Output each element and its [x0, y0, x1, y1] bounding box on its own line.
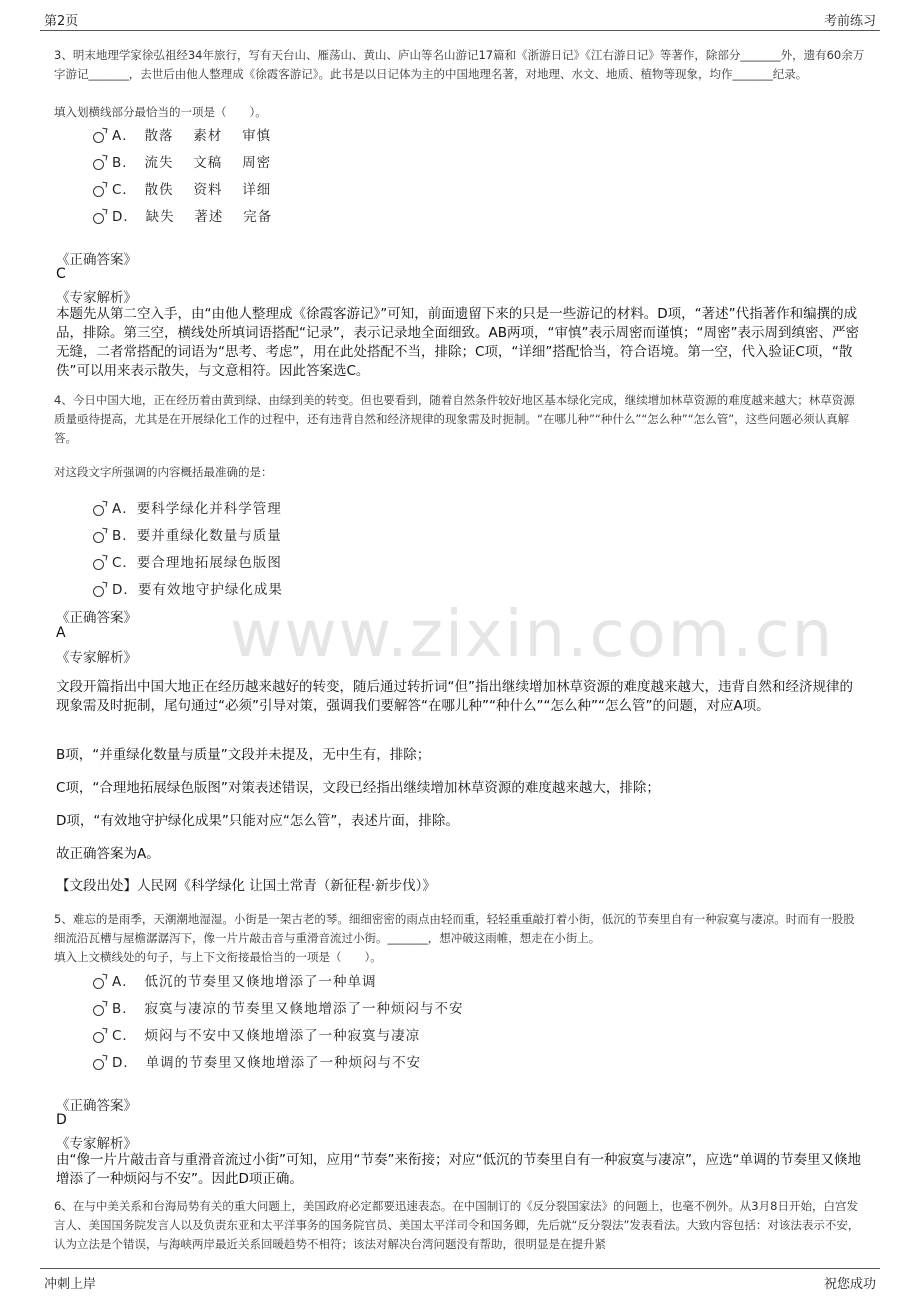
q4-option-a[interactable]: A．要科学绿化并科学管理 [93, 496, 282, 518]
q5-answer: D [56, 1112, 67, 1128]
header-title: 考前练习 [823, 14, 876, 29]
q3-option-c[interactable]: C． 散佚 资料 详细 [93, 177, 271, 199]
q4-correct-label: 《正确答案》 [56, 610, 137, 626]
question-3-stem: 3、明末地理学家徐弘祖经34年旅行，写有天台山、雁荡山、黄山、庐山等名山游记17篇和《浙游日记》《江右游日记》等著作，除部分_______外，遗有60余万字游记_______，去世后由他人整理成《徐霞客游记》。此书是以日记体为主的中国地理名著，对地理、水文、地质、植物等现象，均作_______纪录。 [54, 48, 865, 81]
q4-analysis-3: C项，“合理地拓展绿色版图”对策表述错误，文段已经指出继续增加林草资源的难度越来越大，排除； [56, 780, 660, 796]
footer-left: 冲刺上岸 [44, 1277, 97, 1292]
watermark: www.zixin.com.cn [230, 598, 835, 672]
q4-analysis-2: B项，“并重绿化数量与质量”文段并未提及，无中生有，排除； [56, 747, 431, 763]
q4-option-c[interactable]: C．要合理地拓展绿色版图 [93, 550, 282, 572]
question-6-stem: 6、在与中美关系和台海局势有关的重大问题上，美国政府必定都要迅速表态。在中国制订的《反分裂国家法》的问题上，也毫不例外。从3月8日开始，白宫发言人、美国国务院发言人以及负责东亚和太平洋事务的国务院官员、美国太平洋司令和国务卿，先后就“反分裂法”发表看法。大致内容包括：对该法表示不安，认为立法是个错误，与海峡两岸最近关系回暖趋势不相符；该法对解决台湾问题没有帮助，很明显是在提升紧 [54, 1199, 860, 1251]
q4-source: 【文段出处】人民网《科学绿化 让国土常青（新征程·新步伐）》 [56, 878, 436, 894]
q4-analysis-1: 文段开篇指出中国大地正在经历越来越好的转变，随后通过转折词“但”指出继续增加林草资源的难度越来越大，违背自然和经济规律的现象需及时扼制，尾句通过“必须”引导对策，强调我们要解答“在哪儿种”“种什么”“怎么种”“怎么管”的问题，对应A项。 [56, 679, 853, 714]
radio-icon[interactable] [93, 532, 104, 543]
q3-analysis: 本题先从第二空入手，由“由他人整理成《徐霞客游记》”可知，前面遗留下来的只是一些游记的材料。D项，“著述”代指著作和编撰的成品，排除。第三空，横线处所填词语搭配“记录”，表示记录地全面细致。AB两项，“审慎”表示周密而谨慎；“周密”表示周到缜密、严密无缝，二者常搭配的词语为“思考、考虑”，用在此处搭配不当，排除；C项，“详细”搭配恰当，符合语境。第一空，代入验证C项，“散佚”可以用来表示散失，与文意相符。因此答案选C。 [56, 306, 859, 379]
q5-option-d[interactable]: D． 单调的节奏里又倏地增添了一种烦闷与不安 [93, 1050, 421, 1072]
q5-option-b[interactable]: B． 寂寞与凄凉的节奏里又倏地增添了一种烦闷与不安 [93, 996, 464, 1018]
question-5-stem: 5、难忘的是雨季，天潮潮地湿湿。小街是一架古老的琴。细细密密的雨点由轻而重，轻轻重重敲打着小街，低沉的节奏里自有一种寂寞与凄凉。时而有一股股细流沿瓦槽与屋檐潺潺泻下，像一片片敲击音与重滑音流过小街。_______，想冲破这雨帷，想走在小街上。 [54, 912, 855, 945]
question-4-stem: 4、今日中国大地，正在经历着由黄到绿、由绿到美的转变。但也要看到，随着自然条件较好地区基本绿化完成，继续增加林草资源的难度越来越大；林草资源质量亟待提高，尤其是在开展绿化工作的过程中，还有违背自然和经济规律的现象需及时扼制。“在哪儿种”“种什么”“怎么种”“怎么管”，这些问题必须认真解答。 [54, 393, 855, 445]
radio-icon[interactable] [93, 186, 104, 197]
q5-option-a[interactable]: A． 低沉的节奏里又倏地增添了一种单调 [93, 969, 377, 991]
q3-option-b[interactable]: B． 流失 文稿 周密 [93, 150, 271, 172]
q5-analysis: 由“像一片片敲击音与重滑音流过小街”可知，应用“节奏”来衔接；对应“低沉的节奏里自有一种寂寞与凄凉”，应选“单调的节奏里又倏地增添了一种烦闷与不安”。因此D项正确。 [56, 1152, 861, 1187]
q4-option-d[interactable]: D．要有效地守护绿化成果 [93, 577, 283, 599]
q5-option-c[interactable]: C． 烦闷与不安中又倏地增添了一种寂寞与凄凉 [93, 1023, 420, 1045]
q4-analysis-5: 故正确答案为A。 [56, 846, 160, 862]
radio-icon[interactable] [93, 1005, 104, 1016]
radio-icon[interactable] [93, 132, 104, 143]
radio-icon[interactable] [93, 978, 104, 989]
radio-icon[interactable] [93, 505, 104, 516]
q3-option-d[interactable]: D． 缺失 著述 完备 [93, 204, 272, 226]
q3-expert-label: 《专家解析》 [56, 290, 137, 306]
q4-expert-label: 《专家解析》 [56, 650, 137, 666]
radio-icon[interactable] [93, 1059, 104, 1070]
radio-icon[interactable] [93, 159, 104, 170]
q3-option-a[interactable]: A． 散落 素材 审慎 [93, 123, 271, 145]
q4-option-b[interactable]: B．要并重绿化数量与质量 [93, 523, 282, 545]
q3-answer: C [56, 266, 66, 282]
q5-correct-label: 《正确答案》 [56, 1098, 137, 1114]
page-number: 第2页 [44, 14, 79, 29]
radio-icon[interactable] [93, 213, 104, 224]
question-4-prompt: 对这段文字所强调的内容概括最准确的是： [54, 465, 273, 479]
radio-icon[interactable] [93, 559, 104, 570]
q4-analysis-4: D项，“有效地守护绿化成果”只能对应“怎么管”，表述片面，排除。 [56, 813, 459, 829]
page-footer [40, 1268, 880, 1293]
question-5-prompt: 填入上文横线处的句子，与上下文衔接最恰当的一项是（ ）。 [54, 950, 382, 964]
footer-right: 祝您成功 [823, 1277, 876, 1292]
q5-expert-label: 《专家解析》 [56, 1136, 137, 1152]
page-header [40, 8, 880, 31]
q3-correct-label: 《正确答案》 [56, 252, 137, 268]
radio-icon[interactable] [93, 586, 104, 597]
q4-answer: A [56, 625, 66, 641]
question-3-prompt: 填入划横线部分最恰当的一项是（ ）。 [54, 105, 267, 119]
radio-icon[interactable] [93, 1032, 104, 1043]
